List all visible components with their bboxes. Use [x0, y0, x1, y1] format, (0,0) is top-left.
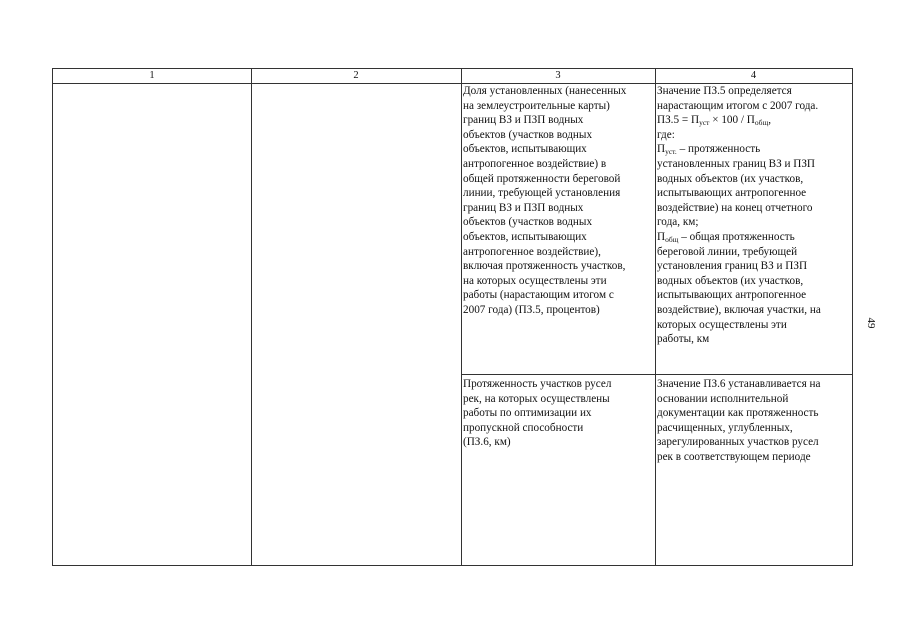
text-line: рек в соответствующем периоде — [657, 450, 811, 463]
definition-text: – протяженность — [676, 143, 761, 156]
column-divider — [251, 69, 252, 565]
header-col-4: 4 — [750, 70, 757, 81]
text-line: объектов (участков водных — [463, 216, 593, 229]
text-line: рек, на которых осуществлены — [463, 392, 610, 405]
text-line: установленных границ ВЗ и ПЗП — [657, 157, 816, 170]
text-line: антропогенное воздействие), — [463, 245, 601, 258]
text-line: на землеустроительные карты) — [463, 99, 610, 112]
row1-indicator-name — [463, 84, 626, 318]
column-divider — [655, 69, 656, 565]
text-line: Значение ПЗ.5 определяется — [657, 85, 792, 97]
symbol-sub: общ — [665, 234, 679, 244]
header-col-1: 1 — [149, 70, 155, 81]
definition-line — [657, 230, 821, 245]
text-line: границ ВЗ и ПЗП водных — [463, 201, 584, 214]
text-line: береговой линии, требующей — [657, 245, 798, 258]
text-line: водных объектов (их участков, — [657, 172, 804, 185]
text-line: воздействие) на конец отчетного — [657, 201, 813, 214]
symbol: П — [657, 143, 666, 156]
text-line: антропогенное воздействие) в — [463, 157, 607, 170]
text-line: испытывающих антропогенное — [657, 187, 807, 200]
text-line: включая протяженность участков, — [463, 260, 626, 273]
text-line: водных объектов (их участков, — [657, 274, 804, 287]
text-line: испытывающих антропогенное — [657, 289, 807, 302]
text-line: объектов, испытывающих — [463, 230, 587, 243]
formula-end: , — [768, 114, 772, 127]
text-line: границ ВЗ и ПЗП водных — [463, 114, 584, 127]
row2-indicator-name — [463, 377, 611, 450]
text-line: объектов (участков водных — [463, 128, 593, 141]
formula-lhs: ПЗ.5 = П — [657, 114, 700, 127]
text-line: пропускной способности — [463, 421, 584, 434]
row-divider — [461, 374, 852, 375]
row1-calculation-method — [657, 84, 821, 347]
definition-line — [657, 142, 821, 157]
symbol: П — [657, 230, 666, 243]
text-line: зарегулированных участков русел — [657, 436, 819, 449]
symbol-sub: уст. — [665, 147, 677, 157]
text-line: расчищенных, углубленных, — [657, 421, 793, 434]
header-col-3: 3 — [555, 70, 561, 81]
text-line: где: — [657, 128, 675, 141]
column-divider — [461, 69, 462, 565]
text-line: документации как протяженность — [657, 407, 819, 420]
formula-mid: × 100 / П — [709, 114, 755, 127]
text-line: работы, км — [657, 333, 710, 346]
text-line: Протяженность участков русел — [463, 378, 612, 390]
text-line: общей протяженности береговой — [463, 172, 621, 185]
text-line: Доля установленных (нанесенных — [463, 85, 627, 97]
text-line: Значение ПЗ.6 устанавливается на — [657, 378, 821, 390]
header-col-2: 2 — [353, 70, 359, 81]
text-line: 2007 года) (ПЗ.5, процентов) — [463, 303, 600, 316]
text-line: нарастающим итогом с 2007 года. — [657, 99, 819, 112]
text-line: работы (нарастающим итогом с — [463, 289, 614, 302]
indicator-table — [52, 68, 853, 566]
definition-text: – общая протяженность — [678, 230, 795, 243]
text-line: основании исполнительной — [657, 392, 789, 405]
text-line: которых осуществлены эти — [657, 318, 787, 331]
row2-calculation-method — [657, 377, 820, 465]
text-line: работы по оптимизации их — [463, 407, 592, 420]
text-line: линии, требующей установления — [463, 187, 621, 200]
text-line: установления границ ВЗ и ПЗП — [657, 260, 808, 273]
page-number: 49 — [865, 317, 877, 329]
text-line: (ПЗ.6, км) — [463, 436, 511, 449]
text-line: года, км; — [657, 216, 699, 229]
text-line: объектов, испытывающих — [463, 143, 587, 156]
text-line: воздействие), включая участки, на — [657, 303, 821, 316]
text-line: на которых осуществлены эти — [463, 274, 607, 287]
formula-sub: уст — [699, 118, 710, 128]
formula-line — [657, 113, 821, 128]
formula-sub: общ — [754, 118, 769, 128]
